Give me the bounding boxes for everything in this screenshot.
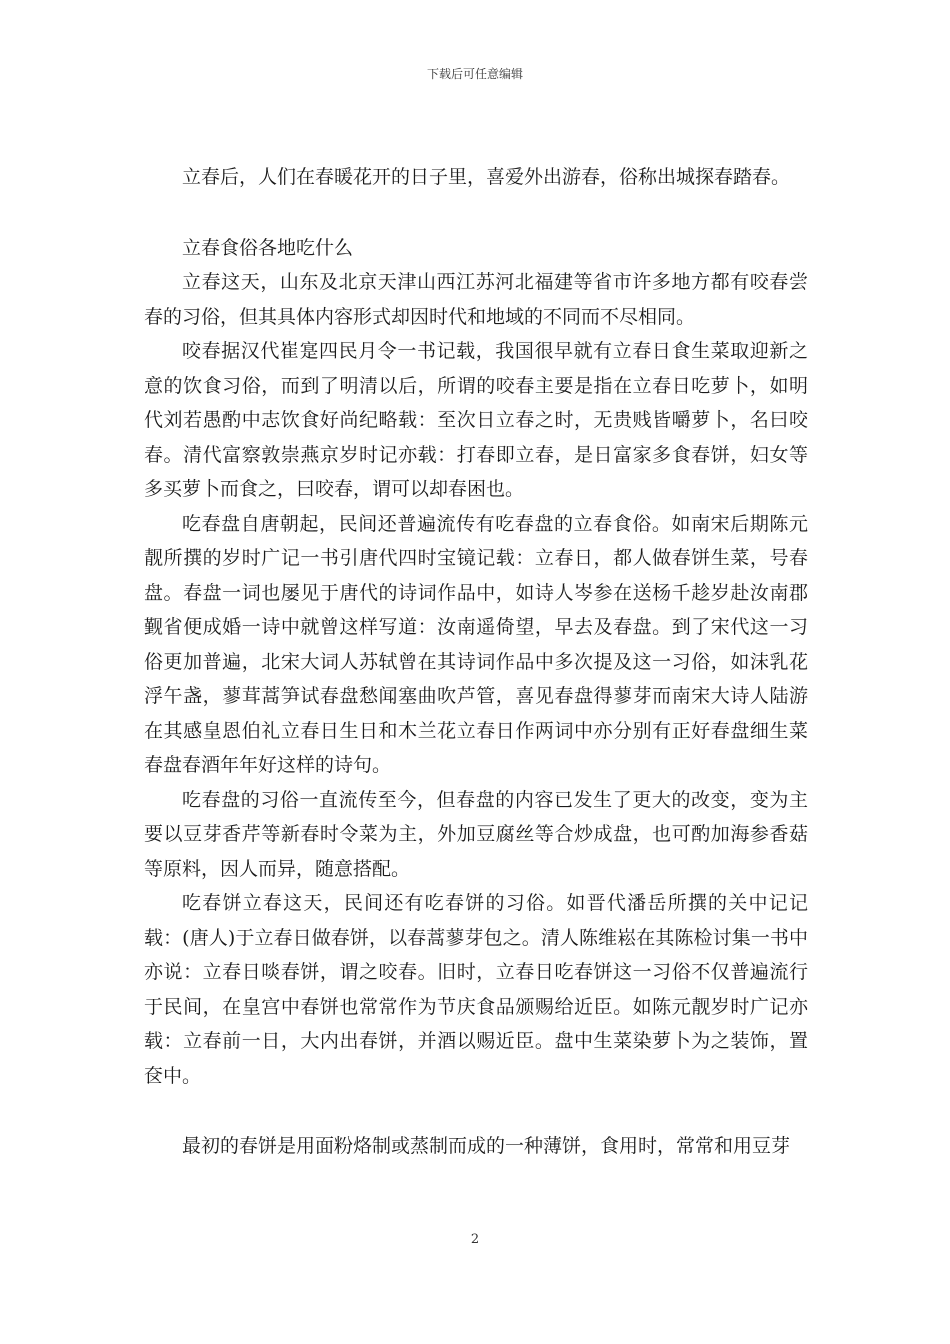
page-header: 下载后可任意编辑: [426, 67, 523, 81]
paragraph: 最初的春饼是用面粉烙制或蒸制而成的一种薄饼，食用时，常常和用豆芽: [182, 1135, 791, 1157]
paragraph: 咬春据汉代崔寔四民月令一书记载，我国很早就有立春日食生菜取迎新之意的饮食习俗，而到了明清以后，所谓的咬春主要是指在立春日吃萝卜，如明代刘若愚酌中志饮食好尚纪略载：至次日立春之时，无贵贱皆嚼萝卜，名曰咬春。清代富察敦崇燕京岁时记亦载：打春即立春，是日富家多食春饼，妇女等多买萝卜而食之，曰咬春，谓可以却春困也。: [144, 340, 808, 500]
paragraph: 立春这天，山东及北京天津山西江苏河北福建等省市许多地方都有咬春尝春的习俗，但其具体内容形式却因时代和地域的不同而不尽相同。: [144, 271, 808, 328]
page-number: 2: [470, 1232, 480, 1247]
paragraph: 吃春盘自唐朝起，民间还普遍流传有吃春盘的立春食俗。如南宋后期陈元靓所撰的岁时广记一书引唐代四时宝镜记载：立春日，都人做春饼生菜，号春盘。春盘一词也屡见于唐代的诗词作品中，如诗人岑参在送杨千趁岁赴汝南郡觐省便成婚一诗中就曾这样写道：汝南遥倚望，早去及春盘。到了宋代这一习俗更加普遍，北宋大词人苏轼曾在其诗词作品中多次提及这一习俗，如沫乳花浮午盏，蓼茸蒿笋试春盘愁闻塞曲吹芦管，喜见春盘得蓼芽而南宋大诗人陆游在其感皇恩伯礼立春日生日和木兰花立春日作两词中亦分别有正好春盘细生菜春盘春酒年年好这样的诗句。: [144, 512, 808, 776]
section-heading: 立春食俗各地吃什么: [182, 236, 354, 259]
paragraph: 吃春饼立春这天，民间还有吃春饼的习俗。如晋代潘岳所撰的关中记记载：(唐人)于立春日做春饼，以春蒿蓼芽包之。清人陈维崧在其陈检讨集一书中亦说：立春日啖春饼，谓之咬春。旧时，立春日吃春饼这一习俗不仅普遍流行于民间，在皇宫中春饼也常常作为节庆食品颁赐给近臣。如陈元靓岁时广记亦载：立春前一日，大内出春饼，并酒以赐近臣。盘中生菜染萝卜为之装饰，置奁中。: [144, 892, 808, 1087]
paragraph-intro: 立春后，人们在春暖花开的日子里，喜爱外出游春，俗称出城探春踏春。: [182, 166, 791, 188]
document-body: [144, 160, 808, 1164]
paragraph: 吃春盘的习俗一直流传至今，但春盘的内容已发生了更大的改变，变为主要以豆芽香芹等新春时令菜为主，外加豆腐丝等合炒成盘，也可酌加海参香菇等原料，因人而异，随意搭配。: [144, 788, 808, 880]
